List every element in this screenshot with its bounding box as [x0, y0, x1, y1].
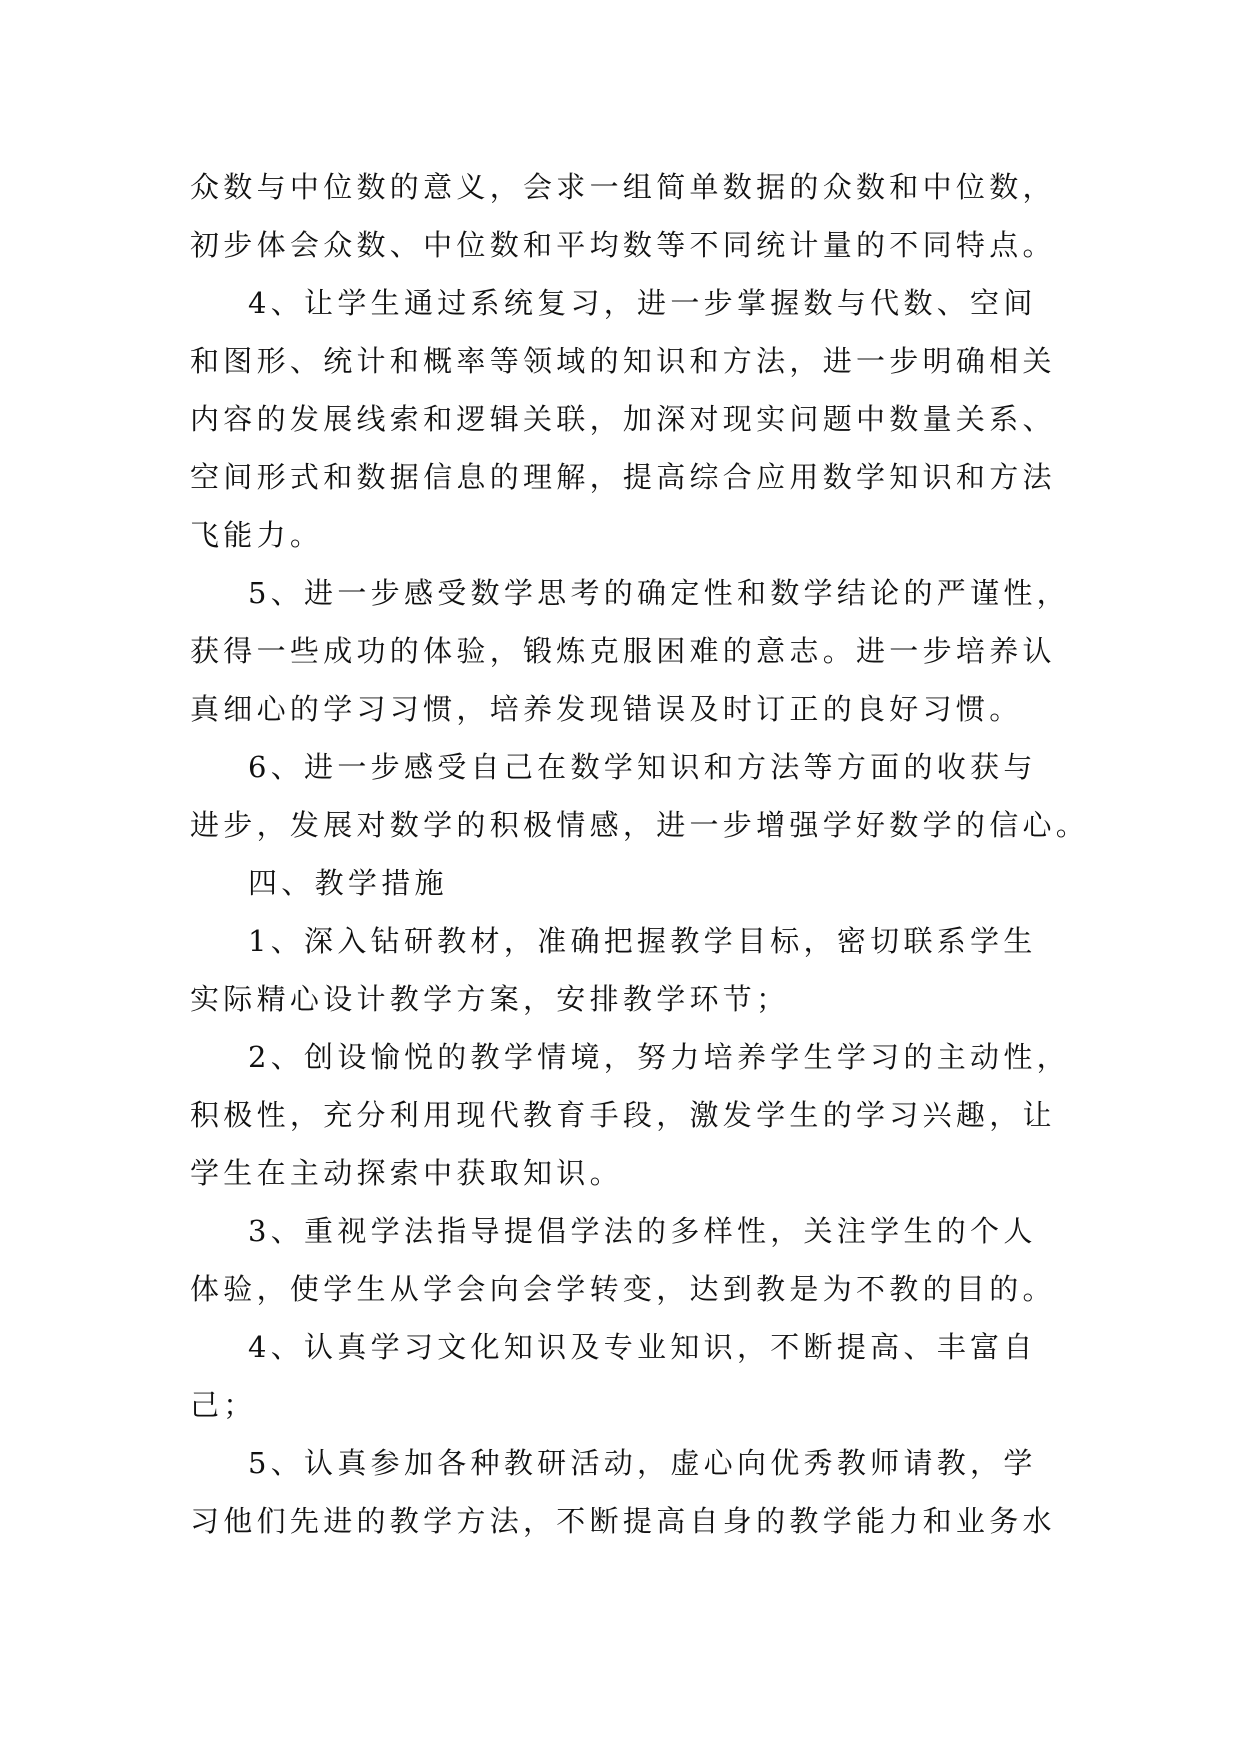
text-line: 4、让学生通过系统复习，进一步掌握数与代数、空间: [248, 286, 1037, 320]
text-line: 和图形、统计和概率等领域的知识和方法，进一步明确相关: [190, 344, 1056, 378]
text-line: 体验，使学生从学会向会学转变，达到教是为不教的目的。: [190, 1272, 1056, 1306]
text-line: 2、创设愉悦的教学情境，努力培养学生学习的主动性，: [248, 1040, 1070, 1074]
text-line: 四、教学措施: [248, 866, 448, 900]
text-line: 3、重视学法指导提倡学法的多样性，关注学生的个人: [248, 1214, 1037, 1248]
text-line: 习他们先进的教学方法，不断提高自身的教学能力和业务水: [190, 1504, 1056, 1538]
text-line: 获得一些成功的体验，锻炼克服困难的意志。进一步培养认: [190, 634, 1056, 668]
text-line: 5、认真参加各种教研活动，虚心向优秀教师请教，学: [248, 1446, 1037, 1480]
text-line: 1、深入钻研教材，准确把握教学目标，密切联系学生: [248, 924, 1037, 958]
text-line: 6、进一步感受自己在数学知识和方法等方面的收获与: [248, 750, 1037, 784]
text-line: 己；: [190, 1388, 257, 1422]
text-line: 内容的发展线索和逻辑关联，加深对现实问题中数量关系、: [190, 402, 1056, 436]
text-line: 众数与中位数的意义，会求一组简单数据的众数和中位数，: [190, 170, 1056, 204]
text-line: 学生在主动探索中获取知识。: [190, 1156, 623, 1190]
text-line: 初步体会众数、中位数和平均数等不同统计量的不同特点。: [190, 228, 1056, 262]
text-line: 实际精心设计教学方案，安排教学环节；: [190, 982, 790, 1016]
document-body: [190, 158, 1090, 1550]
text-line: 4、认真学习文化知识及专业知识，不断提高、丰富自: [248, 1330, 1037, 1364]
text-line: 真细心的学习习惯，培养发现错误及时订正的良好习惯。: [190, 692, 1023, 726]
text-line: 飞能力。: [190, 518, 324, 552]
text-line: 积极性，充分利用现代教育手段，激发学生的学习兴趣，让: [190, 1098, 1056, 1132]
text-line: 进步，发展对数学的积极情感，进一步增强学好数学的信心。: [190, 808, 1090, 842]
text-line: 5、进一步感受数学思考的确定性和数学结论的严谨性，: [248, 576, 1070, 610]
text-line: 空间形式和数据信息的理解，提高综合应用数学知识和方法: [190, 460, 1056, 494]
